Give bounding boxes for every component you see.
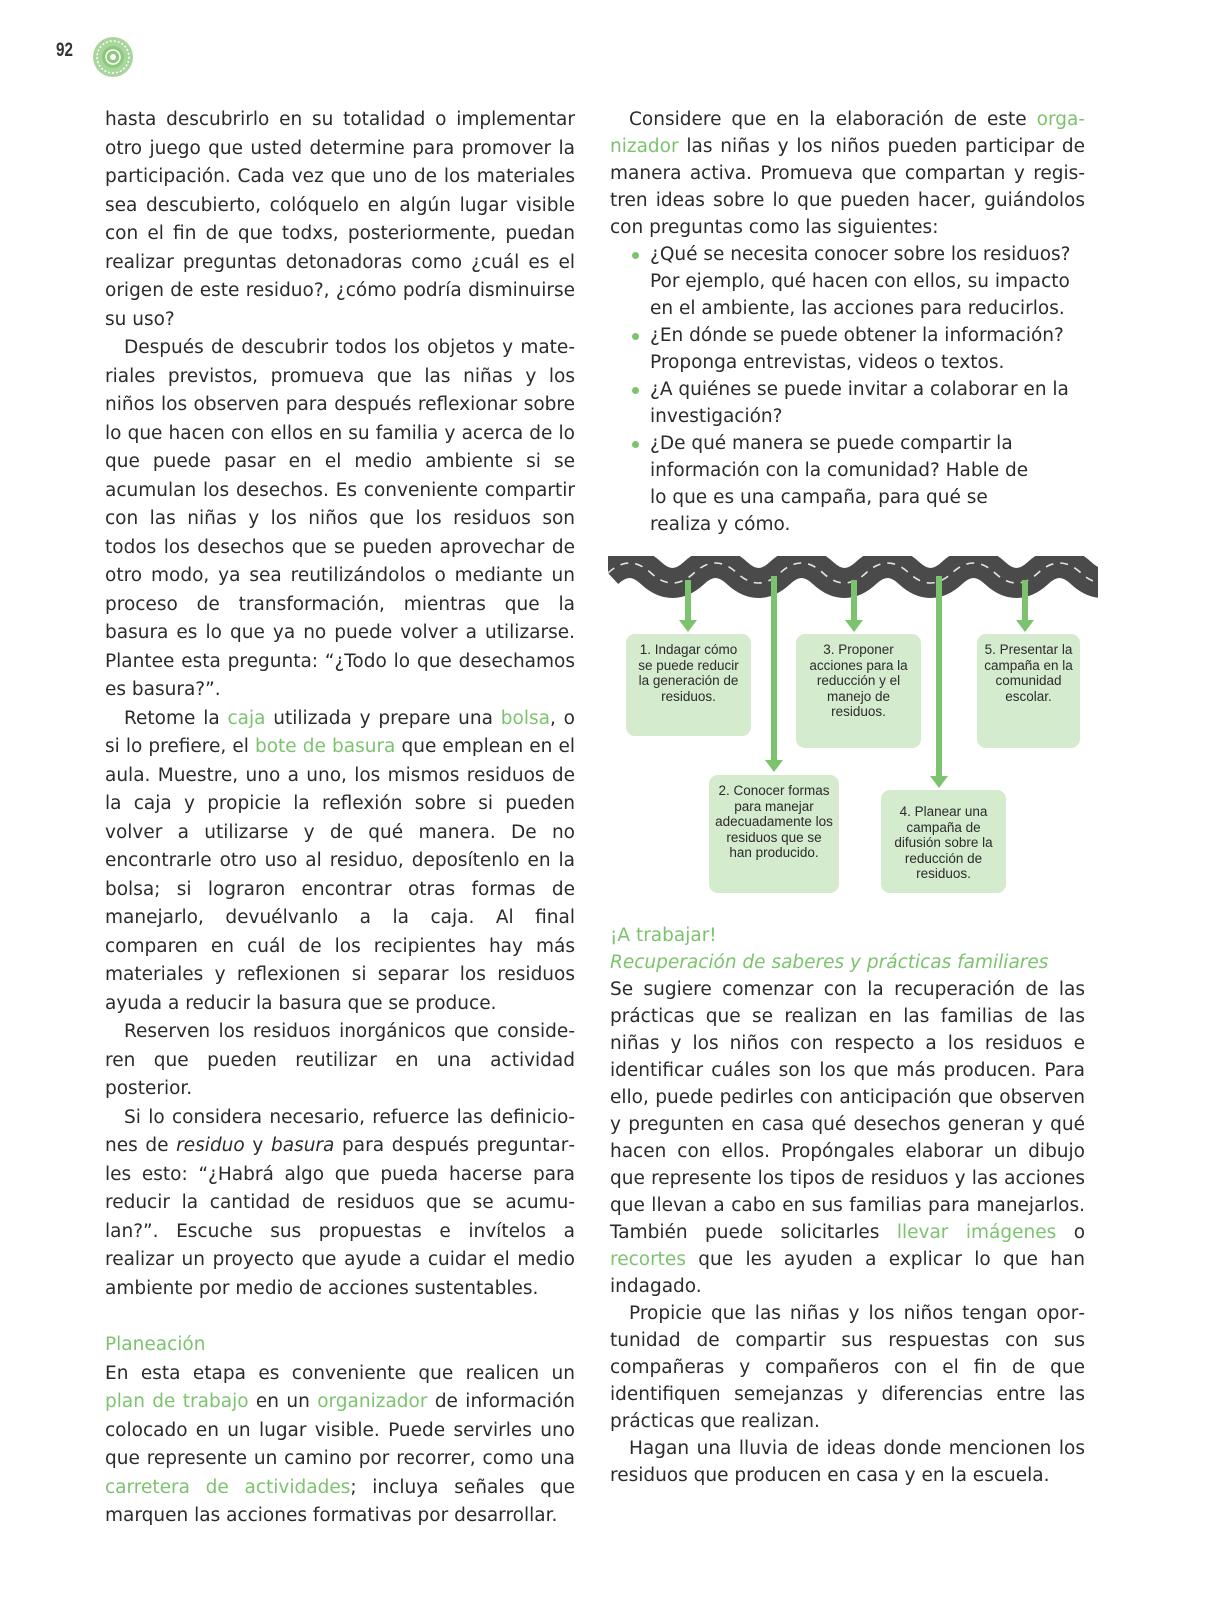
a-trabajar-heading: ¡A trabajar!: [610, 925, 717, 946]
highlight-organizador-2: organizador: [610, 109, 1085, 157]
highlight-organizador: organizador: [317, 1391, 428, 1412]
left-paragraph-4: Reserven los residuos inorgánicos que consideren que pueden reutilizar en una actividad posterior.: [105, 1021, 575, 1099]
highlight-plan-de-trabajo: plan de trabajo: [105, 1391, 249, 1412]
page-number: 92: [56, 40, 73, 61]
right-column-bottom: [610, 922, 1085, 1489]
highlight-caja: caja: [227, 707, 266, 729]
step-3-box: 3. Proponer acciones para la reducción y el manejo de residuos.: [796, 634, 921, 748]
emblem-icon: [92, 36, 134, 78]
right-intro-paragraph: Considere que en la elaboración de este organizador las niñas y los niños pueden participar de manera activa. Promueva que compartan y registren ideas sobre lo que pueden hacer, guiándolos con preguntas como las siguientes:: [610, 109, 1085, 238]
left-paragraph-6: En esta etapa es conveniente que realicen un plan de trabajo en un organizador de información colocado en un lugar visible. Puede servirles uno que represente un camino por recorrer, como una carretera de actividades; incluya señales que marquen las acciones formativas por desarrollar.: [105, 1362, 576, 1526]
highlight-llevar-imagenes: llevar imágenes: [896, 1222, 1057, 1243]
list-item: ¿En dónde se puede obtener la información? Proponga entrevistas, videos o textos.: [650, 322, 1085, 376]
highlight-recortes: recortes: [610, 1249, 686, 1270]
left-column: [105, 106, 575, 1531]
left-paragraph-3: Retome la caja utilizada y prepare una bolsa, o si lo prefiere, el bote de basura que emplean en el aula. Muestre, uno a uno, los mismos residuos de la caja y propicie la reflexión sobre si pueden volver a utilizarse y de qué manera. De no encontrarle otro uso al residuo, deposítenlo en la bolsa; si lograron encontrar otras formas de manejarlo, devuélvanlo a la caja. Al final comparen en cuál de los recipientes hay más materiales y reflexionen si separar los residuos ayuda a reducir la basura que se produce.: [105, 707, 575, 1014]
left-paragraph-2: Después de descubrir todos los objetos y materiales previstos, promueva que las niñas y los niños los observen para después reflexionar sobre lo que hacen con ellos en su familia y acerca de lo que puede pasar en el medio ambiente si se acumulan los desechos. Es conveniente compartir con las niñas y los niños que los residuos son todos los desechos que se pueden aprovechar de otro modo, ya sea reutilizándolos o mediante un proceso de transformación, mientras que la basura es lo que ya no puede volver a utilizarse. Plantee esta pregunta: “¿Todo lo que desechamos es basura?”.: [105, 337, 575, 700]
step-2-box: 2. Conocer formas para manejar adecuadamente los residuos que se han producido.: [709, 775, 839, 893]
right-column-top: [610, 106, 1085, 538]
right-paragraph-1: Se sugiere comenzar con la recuperación de las prácticas que se realizan en las familias de las niñas y los niños con respecto a los residuos e identificar cuáles son los que más producen. Para ello, puede pedirles con anticipación que observen y pregunten en casa qué desechos generan y qué hacen con ellos. Propóngales elaborar un dibujo que represente los tipos de residuos y las acciones que llevan a cabo en sus familias para manejarlos. También puede solicitarles llevar imágenes o recortes que les ayuden a explicar lo que han indagado.: [610, 979, 1086, 1297]
list-item: ¿A quiénes se puede invitar a colaborar en la investigación?: [650, 376, 1085, 430]
left-paragraph-1: hasta descubrirlo en su totalidad o implementar otro juego que usted determine para promover la participación. Cada vez que uno de los materiales sea descubierto, colóquelo en algún lugar visible con el fin de que todxs, posteriormente, puedan realizar preguntas detonadoras como ¿cuál es el origen de este residuo?, ¿cómo podría disminuirse su uso?: [105, 109, 575, 330]
step-5-box: 5. Presentar la campaña en la comunidad escolar.: [977, 634, 1080, 748]
step-1-box: 1. Indagar cómo se puede reducir la generación de residuos.: [626, 634, 751, 736]
highlight-bote-de-basura: bote de basura: [254, 736, 396, 757]
highlight-bolsa: bolsa: [500, 707, 550, 729]
list-item: ¿De qué manera se puede compartir la información con la comunidad? Hable de lo que es una campaña, para qué se realiza y cómo.: [650, 430, 1085, 538]
right-paragraph-3: Hagan una lluvia de ideas donde mencionen los residuos que producen en casa y en la escuela.: [610, 1438, 1085, 1486]
step-4-box: 4. Planear una campaña de difusión sobre la reducción de residuos.: [881, 790, 1006, 893]
right-paragraph-2: Propicie que las niñas y los niños tengan oportunidad de compartir sus respuestas con sus compañeras y compañeros con el fin de que identifiquen semejanzas y diferencias entre las prácticas que realizan.: [610, 1303, 1085, 1432]
highlight-carretera-de-actividades: carretera de actividades: [105, 1476, 351, 1498]
left-paragraph-5: Si lo considera necesario, refuerce las definiciones de residuo y basura para después preguntarles esto: “¿Habrá algo que pueda hacerse para reducir la cantidad de residuos que se acumulan?”. Escuche sus propuestas e invítelos a realizar un proyecto que ayude a cuidar el medio ambiente por medio de acciones sustentables.: [105, 1106, 575, 1299]
road-activities-diagram: [608, 556, 1098, 906]
list-item: ¿Qué se necesita conocer sobre los residuos? Por ejemplo, qué hacen con ellos, su impacto en el ambiente, las acciones para reducirlos.: [650, 241, 1085, 322]
question-list: [610, 241, 1085, 538]
planeacion-heading: Planeación: [105, 1334, 206, 1355]
a-trabajar-subheading: Recuperación de saberes y prácticas familiares: [610, 952, 1049, 973]
